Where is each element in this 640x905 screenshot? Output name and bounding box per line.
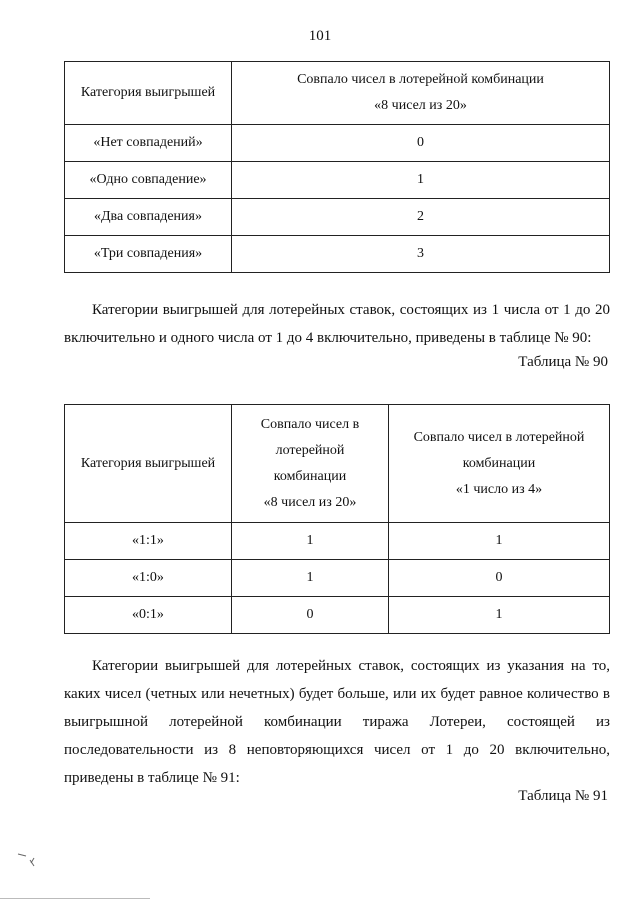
header-line: Совпало чисел в лотерейной <box>413 429 585 445</box>
header-category: Категория выигрышей <box>65 405 232 523</box>
header-line: Совпало чисел в <box>260 416 360 432</box>
header-line: комбинации <box>462 455 536 471</box>
header-line: комбинации <box>273 468 347 484</box>
paragraph-table-91-intro: Категории выигрышей для лотерейных ставок, состоящих из указания на то, каких чисел (четных или нечетных) будет больше, или их будет равное количество в выигрышной лотерейной комбинации тиража Лотереи, состоящей из последовательности из 8 неповторяющихся чисел от 1 до 20 включительно, приведены в таблице № 91: <box>64 658 610 786</box>
header-line: «1 число из 4» <box>455 481 543 497</box>
pen-mark <box>14 848 44 872</box>
page-number: 101 <box>308 28 332 44</box>
row-value-a: 0 <box>232 597 389 634</box>
table-header-row <box>65 62 610 125</box>
row-value: 0 <box>232 125 610 162</box>
row-value: 3 <box>232 236 610 273</box>
prize-categories-table-89 <box>64 61 610 273</box>
row-value: 1 <box>232 162 610 199</box>
table-row <box>65 560 610 597</box>
row-value-a: 1 <box>232 523 389 560</box>
row-value-b: 0 <box>389 560 610 597</box>
header-matched-line2: «8 чисел из 20» <box>374 98 467 113</box>
row-category: «0:1» <box>65 597 232 634</box>
prize-categories-table-90 <box>64 404 610 634</box>
row-value: 2 <box>232 199 610 236</box>
row-value-b: 1 <box>389 523 610 560</box>
header-category: Категория выигрышей <box>65 62 232 125</box>
header-matched-8of20 <box>232 405 389 523</box>
header-matched-1of4 <box>389 405 610 523</box>
header-matched-line1: Совпало чисел в лотерейной комбинации <box>297 72 544 87</box>
row-category: «Одно совпадение» <box>65 162 232 199</box>
row-category: «1:0» <box>65 560 232 597</box>
table-row <box>65 162 610 199</box>
bottom-rule <box>0 898 150 899</box>
header-line: лотерейной <box>275 442 345 458</box>
header-line: «8 чисел из 20» <box>263 494 357 510</box>
table-row <box>65 523 610 560</box>
table-row <box>65 199 610 236</box>
table-header-row <box>65 405 610 523</box>
table-row <box>65 597 610 634</box>
table-90-label: Таблица № 90 <box>518 354 608 370</box>
row-category: «Три совпадения» <box>65 236 232 273</box>
row-category: «1:1» <box>65 523 232 560</box>
row-category: «Нет совпадений» <box>65 125 232 162</box>
row-category: «Два совпадения» <box>65 199 232 236</box>
table-row <box>65 236 610 273</box>
table-row <box>65 125 610 162</box>
row-value-a: 1 <box>232 560 389 597</box>
row-value-b: 1 <box>389 597 610 634</box>
header-matched-numbers <box>232 62 610 125</box>
table-91-label: Таблица № 91 <box>518 788 608 804</box>
paragraph-table-90-intro: Категории выигрышей для лотерейных ставок, состоящих из 1 числа от 1 до 20 включительно и одного числа от 1 до 4 включительно, приведены в таблице № 90: <box>64 302 610 346</box>
